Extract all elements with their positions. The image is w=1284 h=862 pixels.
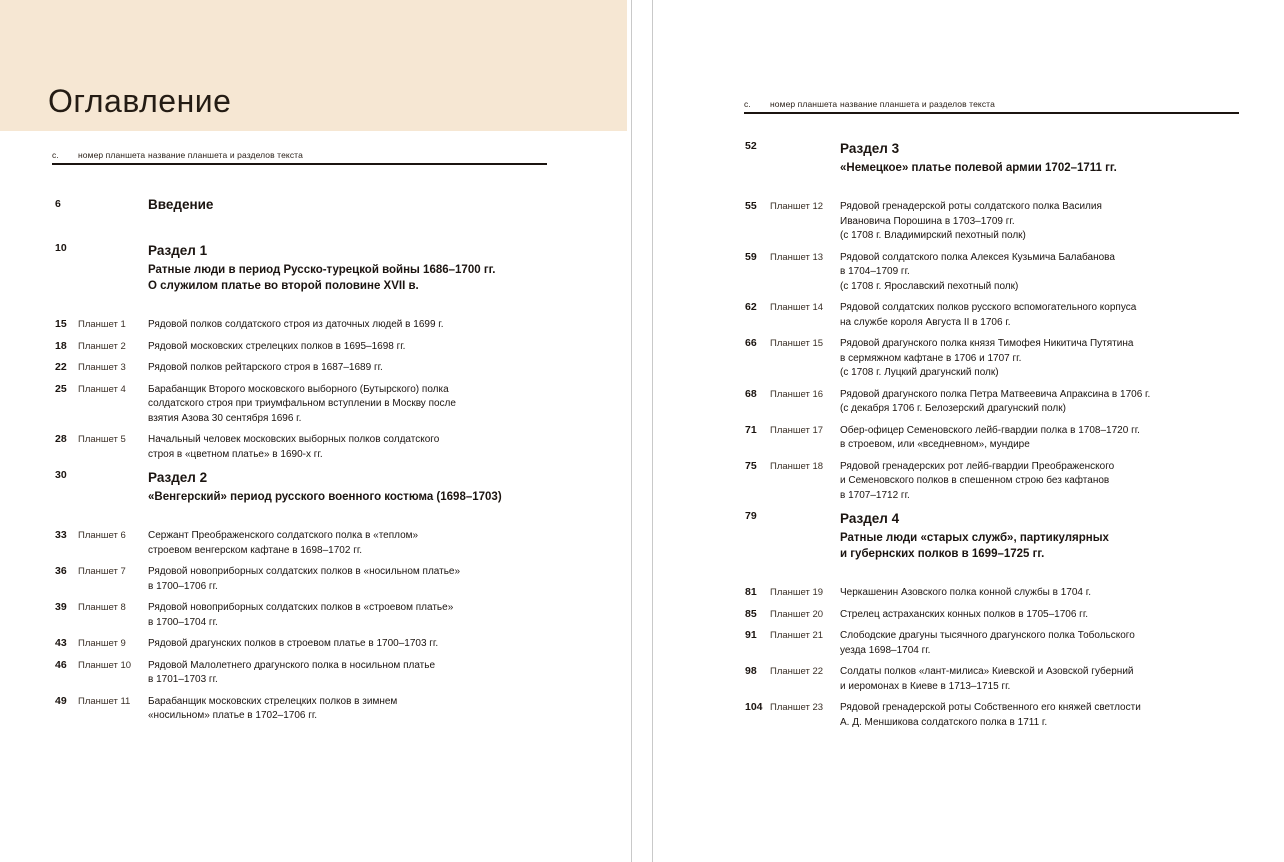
toc-page-number: 33 <box>55 529 67 541</box>
toc-entry-title: Рядовой солдатского полка Алексея Кузьмича Балабанова в 1704–1709 гг. (с 1708 г. Ярославский пехотный полк) <box>840 251 1115 292</box>
toc-entry-title: Барабанщик московских стрелецких полков в зимнем «носильном» платье в 1702–1706 гг. <box>148 695 398 721</box>
toc-page-number: 104 <box>745 701 763 713</box>
toc-page-number: 98 <box>745 665 757 677</box>
header-rule-left <box>52 163 547 165</box>
toc-plate-number: Планшет 7 <box>78 566 126 577</box>
toc-plate-number: Планшет 17 <box>770 424 824 436</box>
toc-plate-number: Планшет 14 <box>770 302 824 313</box>
toc-page-number: 30 <box>55 469 67 481</box>
toc-plate-number: Планшет 21 <box>770 630 824 641</box>
toc-page-number: 55 <box>745 200 757 212</box>
toc-page-number: 25 <box>55 382 67 395</box>
toc-page-number: 15 <box>55 318 67 330</box>
toc-plate-number: Планшет 20 <box>770 608 824 620</box>
toc-page-number: 43 <box>55 637 67 649</box>
toc-entry-title: Рядовой полков солдатского строя из даточных людей в 1699 г. <box>148 319 444 330</box>
toc-entry-title: Рядовой новоприборных солдатских полков в «носильном платье» в 1700–1706 гг. <box>148 566 461 592</box>
toc-plate-number: Планшет 1 <box>78 319 126 330</box>
column-header-plate-left: номер планшета <box>78 150 146 160</box>
toc-page-number: 91 <box>745 629 757 641</box>
left-page <box>0 0 631 862</box>
gutter-line-left <box>631 0 632 862</box>
toc-page-number: 6 <box>55 198 61 210</box>
toc-plate-number: Планшет 22 <box>770 666 824 677</box>
toc-plate-number: Планшет 11 <box>78 695 131 707</box>
toc-plate-number: Планшет 23 <box>770 702 824 713</box>
toc-page-number: 75 <box>745 459 757 472</box>
toc-entry-title: Солдаты полков «лант-милиса» Киевской и Азовской губерний и иеромонах в Киеве в 1713–1715 гг. <box>840 666 1134 692</box>
toc-plate-number: Планшет 19 <box>770 587 824 598</box>
toc-plate-number: Планшет 12 <box>770 201 824 212</box>
toc-entry-title: Рядовой солдатских полков русского вспомогательного корпуса на службе короля Августа II в 1706 г. <box>840 302 1137 328</box>
toc-plate-number: Планшет 6 <box>78 530 126 541</box>
toc-entry-title: Раздел 2 <box>148 470 208 485</box>
toc-entry-title: Рядовой драгунского полка князя Тимофея Никитича Путятина в сермяжном кафтане в 1706 и 1707 гг. (с 1708 г. Луцкий драгунский полк) <box>840 338 1134 378</box>
toc-page-number: 22 <box>55 361 67 373</box>
toc-page-number: 81 <box>745 586 757 598</box>
toc-entry-title: Введение <box>148 197 214 212</box>
toc-entry-title: Рядовой гренадерской роты Собственного его княжей светлости А. Д. Меншикова солдатского полка в 1711 г. <box>840 702 1141 728</box>
toc-plate-number: Планшет 2 <box>78 340 126 352</box>
column-header-plate-right: номер планшета <box>770 99 838 109</box>
toc-plate-number: Планшет 10 <box>78 659 132 671</box>
toc-entry-title: Рядовой гренадерских рот лейб-гвардии Преображенского и Семеновского полков в спешенном строю без кафтанов в 1707–1712 гг. <box>840 460 1115 501</box>
toc-entry-title: Рядовой драгунских полков в строевом платье в 1700–1703 гг. <box>148 638 439 649</box>
column-header-description-right: название планшета и разделов текста <box>840 99 995 109</box>
toc-page-number: 85 <box>745 607 757 620</box>
toc-entry-title: Рядовой гренадерской роты солдатского полка Василия Ивановича Порошина в 1703–1709 гг. (с 1708 г. Владимирский пехотный полк) <box>840 201 1102 241</box>
toc-page-number: 52 <box>745 140 757 152</box>
toc-page-number: 46 <box>55 658 67 671</box>
toc-plate-number: Планшет 3 <box>78 362 126 373</box>
column-header-page-left: с. <box>52 150 59 160</box>
toc-page-number: 28 <box>55 433 67 445</box>
toc-entry-title: Обер-офицер Семеновского лейб-гвардии полка в 1708–1720 гг. в строевом, или «вседневном», мундире <box>840 424 1140 450</box>
toc-entry-title: Начальный человек московских выборных полков солдатского строя в «цветном платье» в 1690-х гг. <box>148 434 440 460</box>
toc-entry-title: Барабанщик Второго московского выборного (Бутырского) полка солдатского строя при триумфальном вступлении в Москву после взятия Азова 30 сентября 1696 г. <box>148 383 456 424</box>
toc-entry-title: Раздел 3 <box>840 141 900 156</box>
toc-entry-title: Сержант Преображенского солдатского полка в «теплом» строевом венгерском кафтане в 1698–1702 гг. <box>148 530 419 556</box>
toc-plate-number: Планшет 8 <box>78 602 126 613</box>
toc-page-number: 68 <box>745 387 757 400</box>
toc-entry-title: Рядовой московских стрелецких полков в 1695–1698 гг. <box>148 340 406 352</box>
toc-plate-number: Планшет 9 <box>78 638 126 649</box>
toc-section-subtitle: Ратные люди «старых служб», партикулярных и губернских полков в 1699–1725 гг. <box>840 532 1109 560</box>
toc-plate-number: Планшет 5 <box>78 434 126 445</box>
toc-page-number: 49 <box>55 694 67 707</box>
toc-plate-number: Планшет 13 <box>770 251 824 263</box>
toc-page-number: 36 <box>55 565 67 577</box>
toc-plate-number: Планшет 18 <box>770 460 824 472</box>
header-rule-right <box>744 112 1239 114</box>
toc-page-number: 18 <box>55 339 67 352</box>
toc-entry-title: Черкашенин Азовского полка конной службы в 1704 г. <box>840 587 1091 598</box>
toc-page-number: 79 <box>745 510 757 522</box>
column-header-description-left: название планшета и разделов текста <box>148 150 303 160</box>
toc-plate-number: Планшет 16 <box>770 388 824 400</box>
toc-entry-title: Стрелец астраханских конных полков в 1705–1706 гг. <box>840 608 1089 620</box>
toc-entry-title: Рядовой драгунского полка Петра Матвеевича Апраксина в 1706 г. (с декабря 1706 г. Белозерский драгунский полк) <box>840 388 1151 414</box>
toc-entry-title: Рядовой новоприборных солдатских полков в «строевом платье» в 1700–1704 гг. <box>148 602 454 628</box>
toc-page-number: 66 <box>745 337 757 349</box>
toc-page-number: 10 <box>55 242 67 254</box>
toc-entry-title: Раздел 1 <box>148 243 208 258</box>
right-page <box>652 0 1284 862</box>
toc-section-subtitle: «Немецкое» платье полевой армии 1702–1711 гг. <box>840 162 1117 174</box>
toc-entry-title: Слободские драгуны тысячного драгунского полка Тобольского уезда 1698–1704 гг. <box>840 630 1135 656</box>
toc-page-number: 62 <box>745 301 757 313</box>
toc-page-number: 71 <box>745 423 757 436</box>
toc-page-number: 59 <box>745 250 757 263</box>
page-title: Оглавление <box>48 83 232 119</box>
toc-entry-title: Раздел 4 <box>840 511 900 526</box>
toc-entry-title: Рядовой полков рейтарского строя в 1687–1689 гг. <box>148 362 383 373</box>
column-header-page-right: с. <box>744 99 751 109</box>
toc-page-number: 39 <box>55 601 67 613</box>
toc-section-subtitle: Ратные люди в период Русско-турецкой войны 1686–1700 гг. О служилом платье во второй половине XVII в. <box>148 264 496 292</box>
toc-entry-title: Рядовой Малолетнего драгунского полка в носильном платье в 1701–1703 гг. <box>148 659 436 685</box>
toc-plate-number: Планшет 15 <box>770 338 824 349</box>
toc-section-subtitle: «Венгерский» период русского военного костюма (1698–1703) <box>148 491 502 503</box>
toc-plate-number: Планшет 4 <box>78 383 126 395</box>
